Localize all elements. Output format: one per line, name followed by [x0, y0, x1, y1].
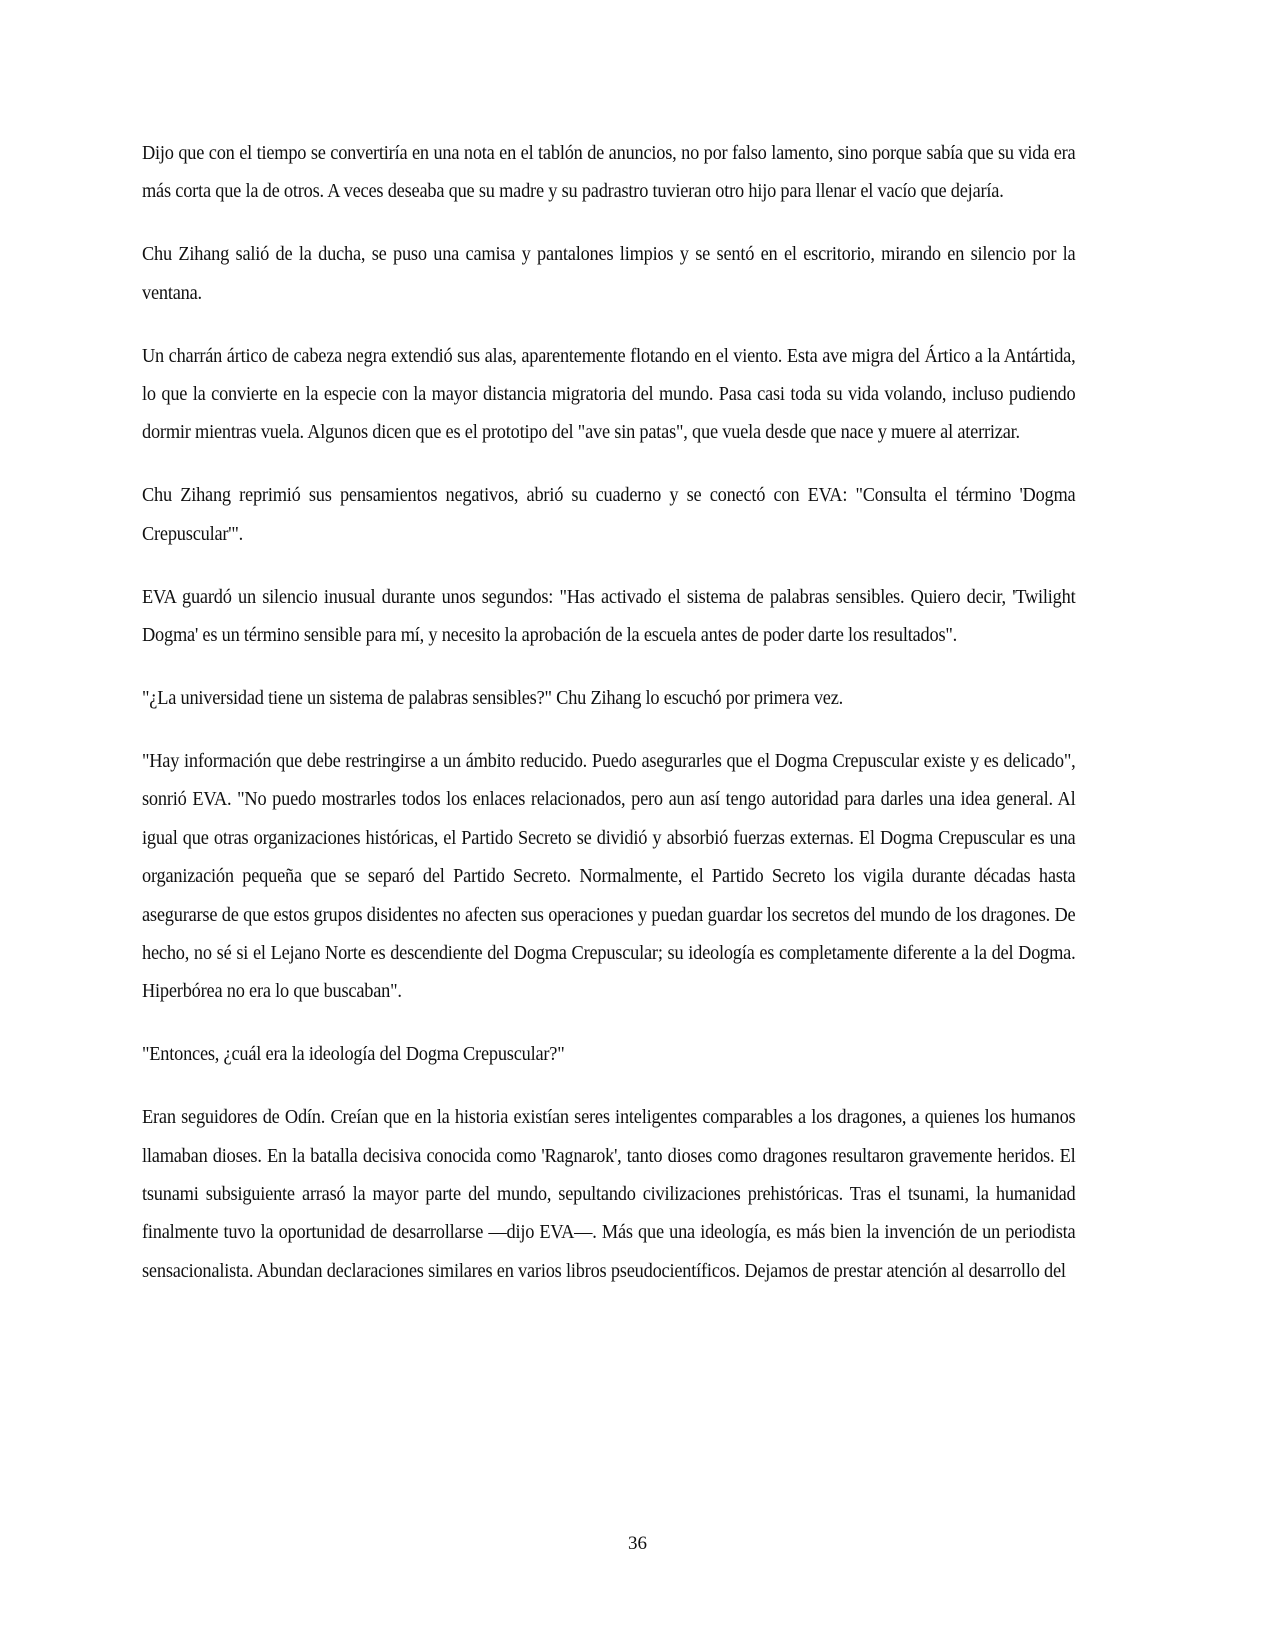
page-number: 36 — [628, 1533, 647, 1554]
page-body-text — [142, 134, 1076, 1290]
paragraph-4: Chu Zihang reprimió sus pensamientos negativos, abrió su cuaderno y se conectó con EVA: "Consulta el término 'Dogma Crepuscular'". — [142, 484, 1076, 545]
paragraph-6: "¿La universidad tiene un sistema de palabras sensibles?" Chu Zihang lo escuchó por primera vez. — [142, 686, 844, 709]
paragraph-3: Un charrán ártico de cabeza negra extendió sus alas, aparentemente flotando en el viento. Esta ave migra del Ártico a la Antártida, lo que la convierte en la especie con la mayor distancia migratoria del mundo. Pasa casi toda su vida volando, incluso pudiendo dormir mientras vuela. Algunos dicen que es el prototipo del "ave sin patas", que vuela desde que nace y muere al aterrizar. — [142, 344, 1076, 444]
paragraph-7: "Hay información que debe restringirse a un ámbito reducido. Puedo asegurarles que el Dogma Crepuscular existe y es delicado", sonrió EVA. "No puedo mostrarles todos los enlaces relacionados, pero aun así tengo autoridad para darles una idea general. Al igual que otras organizaciones históricas, el Partido Secreto se dividió y absorbió fuerzas externas. El Dogma Crepuscular es una organización pequeña que se separó del Partido Secreto. Normalmente, el Partido Secreto los vigila durante décadas hasta asegurarse de que estos grupos disidentes no afecten sus operaciones y puedan guardar los secretos del mundo de los dragones. De hecho, no sé si el Lejano Norte es descendiente del Dogma Crepuscular; su ideología es completamente diferente a la del Dogma. Hiperbórea no era lo que buscaban". — [142, 749, 1076, 1003]
paragraph-8: "Entonces, ¿cuál era la ideología del Dogma Crepuscular?" — [142, 1043, 565, 1066]
paragraph-9: Eran seguidores de Odín. Creían que en la historia existían seres inteligentes comparables a los dragones, a quienes los humanos llamaban dioses. En la batalla decisiva conocida como 'Ragnarok', tanto dioses como dragones resultaron gravemente heridos. El tsunami subsiguiente arrasó la mayor parte del mundo, sepultando civilizaciones prehistóricas. Tras el tsunami, la humanidad finalmente tuvo la oportunidad de desarrollarse —dijo EVA—. Más que una ideología, es más bien la invención de un periodista sensacionalista. Abundan declaraciones similares en varios libros pseudocientíficos. Dejamos de prestar atención al desarrollo del — [142, 1106, 1076, 1282]
paragraph-1: Dijo que con el tiempo se convertiría en una nota en el tablón de anuncios, no por falso lamento, sino porque sabía que su vida era más corta que la de otros. A veces deseaba que su madre y su padrastro tuvieran otro hijo para llenar el vacío que dejaría. — [142, 142, 1076, 203]
paragraph-5: EVA guardó un silencio inusual durante unos segundos: "Has activado el sistema de palabras sensibles. Quiero decir, 'Twilight Dogma' es un término sensible para mí, y necesito la aprobación de la escuela antes de poder darte los resultados". — [142, 585, 1076, 647]
paragraph-2: Chu Zihang salió de la ducha, se puso una camisa y pantalones limpios y se sentó en el escritorio, mirando en silencio por la ventana. — [142, 243, 1076, 304]
